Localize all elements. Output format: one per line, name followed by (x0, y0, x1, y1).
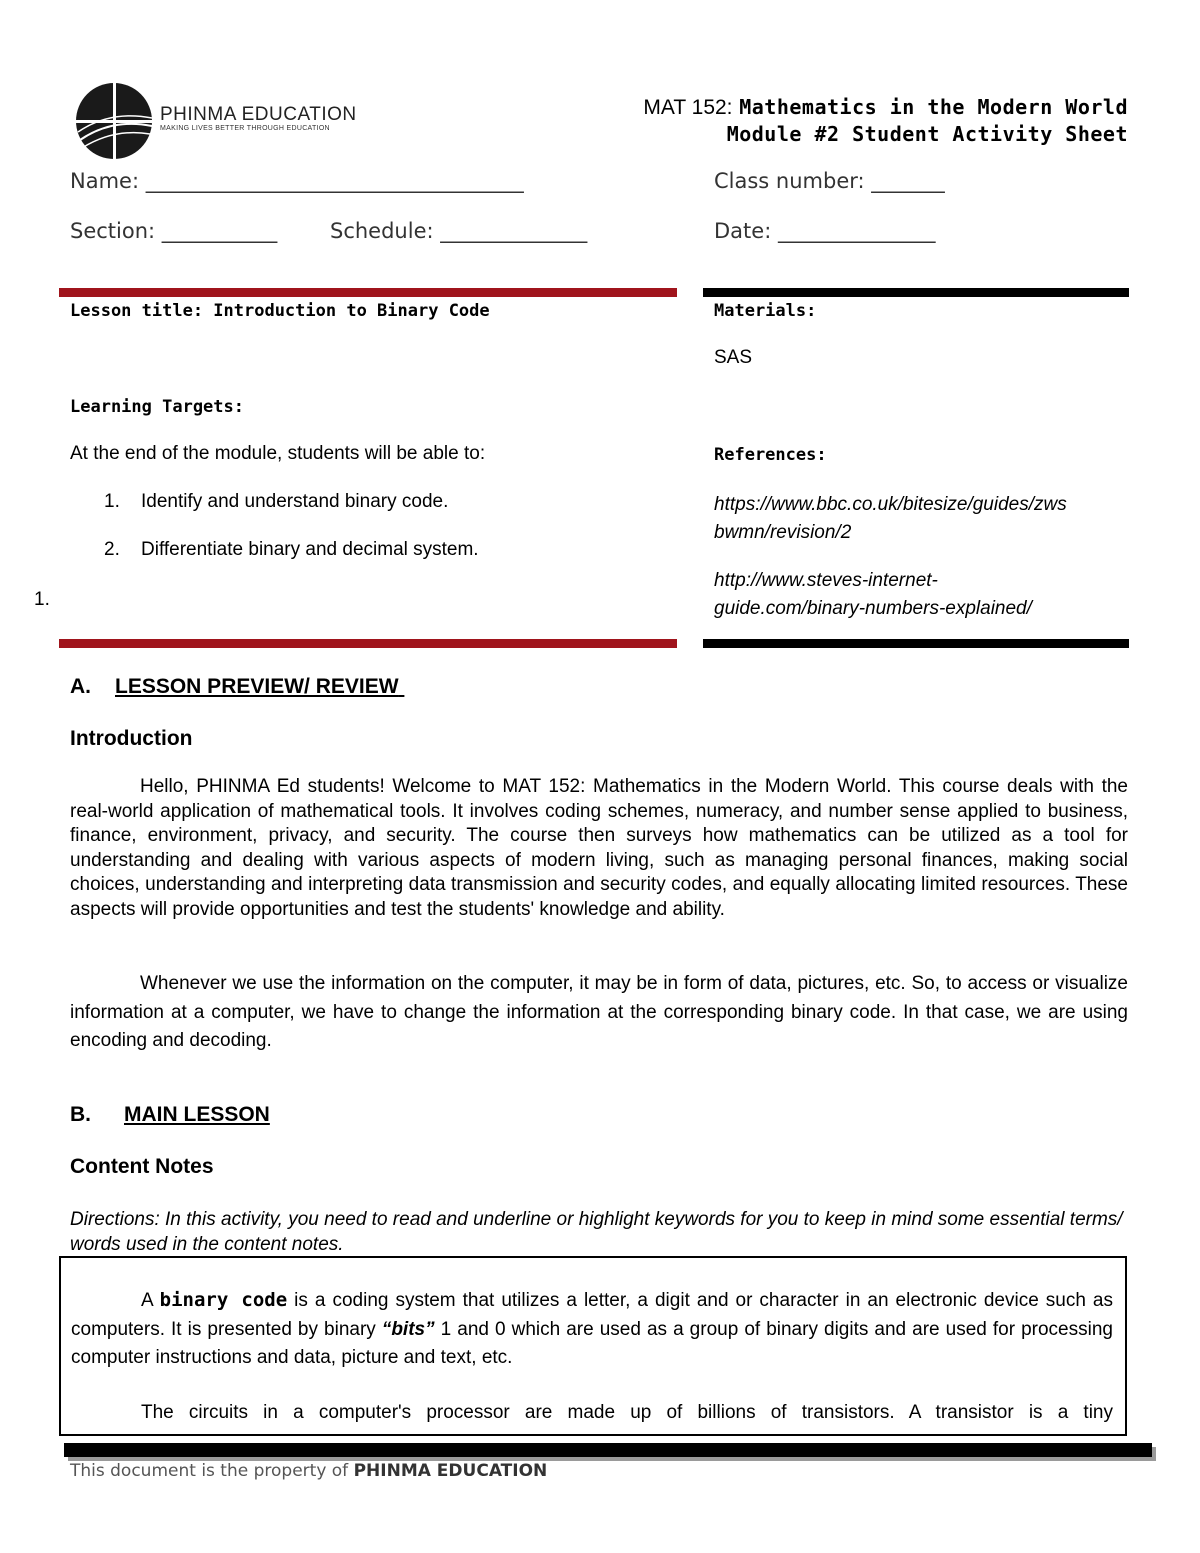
circuits-paragraph: The circuits in a computer's processor are made up of billions of transistors. A transistor is a tiny (141, 1402, 1113, 1423)
stray-list-number: 1. (34, 589, 50, 610)
intro-paragraph-2: Whenever we use the information on the computer, it may be in form of data, pictures, etc. So, to access or visualize information at a computer, we have to change the information at the corresponding binary code. In that case, we are using encoding and decoding. (70, 973, 1128, 1051)
content-notes-box (59, 1256, 1127, 1436)
course-title: Mathematics in the Modern World (739, 95, 1128, 119)
target-item-2: Differentiate binary and decimal system. (141, 539, 479, 560)
course-header (580, 94, 1128, 147)
bits-term: “bits” (381, 1318, 435, 1340)
targets-intro: At the end of the module, students will be able to: (70, 443, 486, 464)
bottom-rule-black (703, 639, 1129, 648)
brand-name: PHINMA EDUCATION (160, 104, 357, 125)
schedule-field[interactable]: Schedule: ______________ (330, 219, 588, 243)
section-field[interactable]: Section: ___________ (70, 219, 278, 243)
reference-link-2[interactable]: http://www.steves-internet- guide.com/binary-numbers-explained/ (714, 570, 1032, 619)
target-item-2-num: 2. (104, 539, 120, 560)
footer-owner: PHINMA EDUCATION (353, 1461, 548, 1481)
name-field[interactable]: Name: ____________________________________ (70, 169, 524, 193)
learning-targets-label: Learning Targets: (70, 397, 244, 417)
top-rule-red (59, 288, 677, 297)
binary-code-paragraph: A binary code is a coding system that utilizes a letter, a digit and or character in an electronic device such as computers. It is presented by binary “bits” 1 and 0 which are used as a group of binary digits and are used for processing computer instructions and data, picture and text, etc. (71, 1289, 1113, 1368)
brand-tagline: MAKING LIVES BETTER THROUGH EDUCATION (160, 125, 330, 132)
intro-paragraph-1: Hello, PHINMA Ed students! Welcome to MAT 152: Mathematics in the Modern World. This course deals with the real-world application of mathematical tools. It involves coding schemes, numeracy, and number sense applied to business, finance, environment, privacy, and security. The course then surveys how mathematics can be utilized as a tool for understanding and dealing with various aspects of modern living, such as managing personal finances, making social choices, understanding and interpreting data transmission and security codes, and equally allocating limited resources. These aspects will provide opportunities and test the students' knowledge and ability. (70, 776, 1128, 920)
directions-text: Directions: In this activity, you need to read and underline or highlight keywords for you to keep in mind some essential terms/ words used in the content notes. (70, 1209, 1123, 1255)
target-item-1: Identify and understand binary code. (141, 491, 449, 512)
section-a-letter: A. (70, 675, 91, 698)
course-code: MAT 152: (643, 96, 733, 119)
footer-text: This document is the property of PHINMA EDUCATION (70, 1461, 548, 1481)
top-rule-black (703, 288, 1129, 297)
section-a-title: LESSON PREVIEW/ REVIEW (115, 675, 399, 698)
lesson-title: Lesson title: Introduction to Binary Code (70, 301, 490, 321)
footer-rule (64, 1443, 1152, 1457)
references-label: References: (714, 445, 827, 465)
bottom-rule-red (59, 639, 677, 648)
content-notes-heading: Content Notes (70, 1155, 214, 1178)
date-field[interactable]: Date: _______________ (714, 219, 936, 243)
introduction-heading: Introduction (70, 727, 193, 750)
reference-link-1[interactable]: https://www.bbc.co.uk/bitesize/guides/zws bwmn/revision/2 (714, 494, 1067, 543)
section-b-title: MAIN LESSON (124, 1103, 270, 1126)
target-item-1-num: 1. (104, 491, 120, 512)
class-number-field[interactable]: Class number: _______ (714, 169, 945, 193)
materials-value: SAS (714, 347, 753, 368)
module-title: Module #2 Student Activity Sheet (726, 122, 1128, 146)
binary-code-term: binary code (159, 1289, 288, 1311)
materials-label: Materials: (714, 301, 817, 321)
section-b-letter: B. (70, 1103, 91, 1126)
